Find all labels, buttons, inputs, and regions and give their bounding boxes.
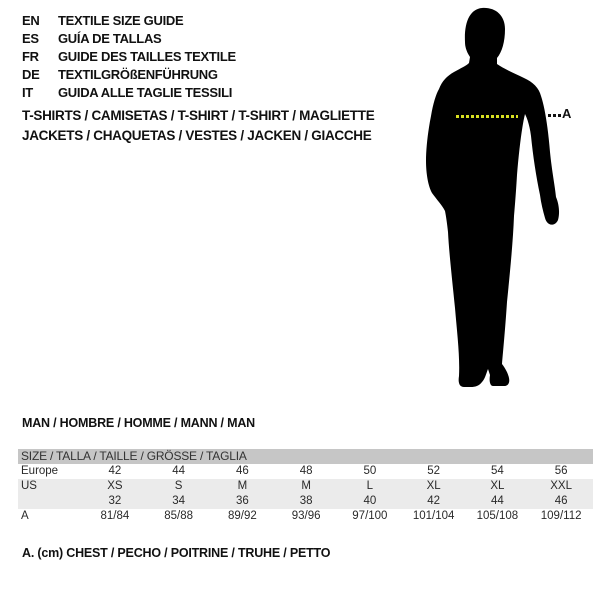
row-label: Europe [21, 465, 59, 477]
language-row [22, 66, 236, 84]
size-cell: 36 [235, 495, 249, 507]
size-cell: 46 [554, 495, 568, 507]
size-cell: 46 [235, 465, 249, 477]
table-row-europe [18, 464, 593, 479]
size-cell: 52 [427, 465, 441, 477]
table-row-chest [18, 509, 593, 524]
size-cell: S [174, 480, 183, 492]
size-cell: XL [426, 480, 441, 492]
size-cell: 101/104 [412, 510, 455, 522]
size-cell: L [366, 480, 374, 492]
language-label: GUÍA DE TALLAS [58, 31, 162, 46]
size-cell: 109/112 [540, 510, 582, 522]
category-line: JACKETS / CHAQUETAS / VESTES / JACKEN / GIACCHE [22, 128, 372, 143]
size-cell: XL [490, 480, 505, 492]
table-row-us-numeric [18, 494, 593, 509]
language-list [22, 12, 236, 102]
size-cell: 97/100 [352, 510, 388, 522]
language-code: FR [22, 49, 39, 64]
language-row [22, 12, 236, 30]
table-header-row: SIZE / TALLA / TAILLE / GRÖSSE / TAGLIA [18, 449, 593, 464]
figure-area [405, 0, 600, 410]
size-cell: 105/108 [476, 510, 519, 522]
measurement-footnote: A. (cm) CHEST / PECHO / POITRINE / TRUHE / PETTO [22, 546, 331, 560]
language-code: DE [22, 67, 40, 82]
row-label: US [21, 480, 37, 492]
size-cell: 81/84 [100, 510, 130, 522]
size-cell: 42 [108, 465, 122, 477]
man-silhouette-path [426, 8, 559, 387]
language-row [22, 48, 236, 66]
category-list [22, 106, 374, 146]
size-cell: XS [107, 480, 123, 492]
size-cell: 56 [554, 465, 568, 477]
size-cell: 54 [490, 465, 504, 477]
man-silhouette-icon [405, 0, 565, 400]
row-label [18, 494, 83, 509]
language-row [22, 84, 236, 102]
size-cell: 34 [172, 495, 186, 507]
size-cell: 85/88 [164, 510, 194, 522]
size-cell: 40 [363, 495, 377, 507]
size-cell: 38 [299, 495, 313, 507]
measure-pointer-line [548, 114, 561, 117]
row-label: A [21, 510, 29, 522]
size-cell: 42 [427, 495, 441, 507]
size-cell: M [237, 480, 248, 492]
language-label: GUIDE DES TAILLES TEXTILE [58, 49, 236, 64]
size-cell: 89/92 [227, 510, 257, 522]
size-cell: 44 [172, 465, 186, 477]
size-cell: 48 [299, 465, 313, 477]
size-cell: 93/96 [291, 510, 321, 522]
chest-measure-line [456, 115, 518, 118]
language-label: TEXTILGRÖßENFÜHRUNG [58, 67, 218, 82]
size-table [18, 449, 593, 524]
size-cell: 44 [490, 495, 504, 507]
table-row-us [18, 479, 593, 494]
language-row [22, 30, 236, 48]
size-cell: 32 [108, 495, 122, 507]
size-cell: M [301, 480, 311, 492]
language-code: EN [22, 13, 40, 28]
size-cell: 50 [363, 465, 377, 477]
language-label: TEXTILE SIZE GUIDE [58, 13, 184, 28]
category-line: T-SHIRTS / CAMISETAS / T-SHIRT / T-SHIRT / MAGLIETTE [22, 108, 375, 123]
size-cell: XXL [550, 480, 572, 492]
language-code: ES [22, 31, 39, 46]
measure-label-a: A [562, 106, 572, 121]
language-label: GUIDA ALLE TAGLIE TESSILI [58, 85, 233, 100]
section-title-man: MAN / HOMBRE / HOMME / MANN / MAN [22, 416, 255, 430]
language-code: IT [22, 85, 33, 100]
